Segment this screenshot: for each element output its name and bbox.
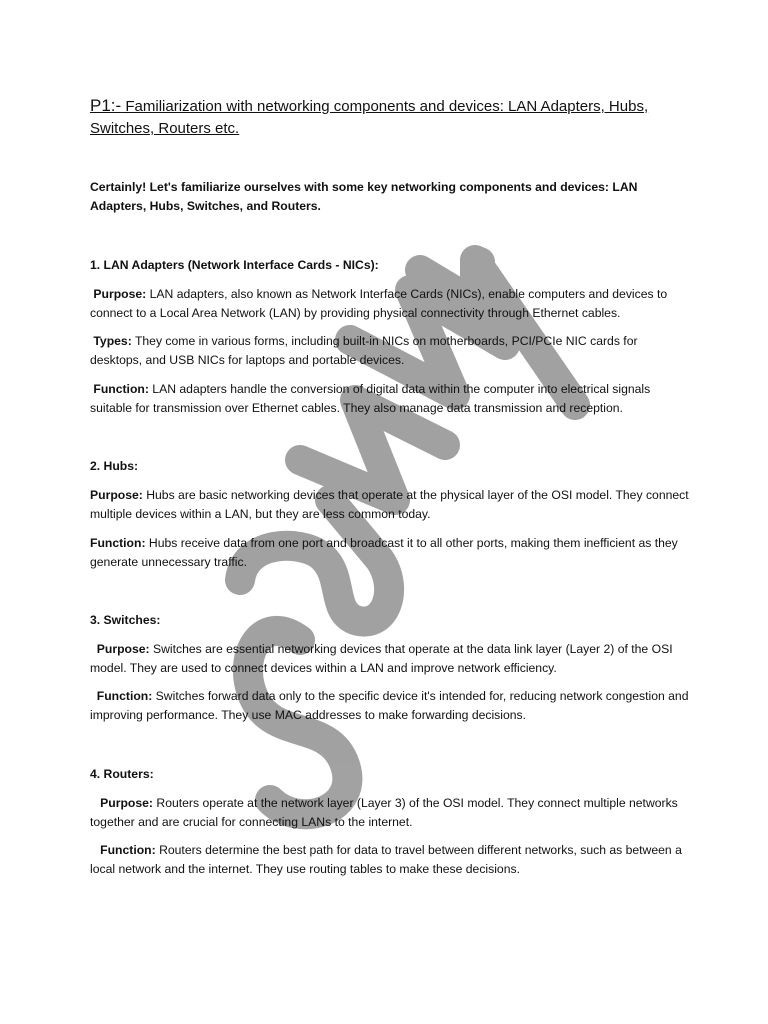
- switches-function-paragraph: [90, 687, 690, 725]
- section-heading-lan-adapters: 1. LAN Adapters (Network Interface Cards - NICs):: [90, 258, 379, 272]
- title-prefix: P1:-: [90, 96, 122, 115]
- switches-function-label: Function:: [96, 689, 153, 703]
- switches-function-text: Switches forward data only to the specific device it's intended for, reducing network congestion and improving performance. They use MAC addresses to make forwarding decisions.: [90, 689, 689, 722]
- routers-purpose-label: Purpose:: [100, 796, 153, 810]
- lan-types-label: Types:: [93, 334, 132, 348]
- routers-function-paragraph: [90, 841, 690, 879]
- switches-purpose-label: Purpose:: [96, 642, 150, 656]
- routers-purpose-paragraph: [90, 794, 690, 832]
- lan-purpose-paragraph: [90, 285, 690, 323]
- lan-function-label: Function:: [93, 382, 149, 396]
- hubs-purpose-paragraph: [90, 486, 690, 524]
- lan-function-text: LAN adapters handle the conversion of digital data within the computer into electrical signals suitable for transmission over Ethernet cables. They also manage data transmission and reception.: [90, 382, 651, 415]
- section-heading-switches: 3. Switches:: [90, 613, 161, 627]
- lan-purpose-text: LAN adapters, also known as Network Interface Cards (NICs), enable computers and devices to connect to a Local Area Network (LAN) by providing physical connectivity through Ethernet cables.: [90, 287, 668, 320]
- hubs-function-paragraph: [90, 534, 690, 572]
- section-heading-hubs: 2. Hubs:: [90, 459, 139, 473]
- hubs-function-label: Function:: [90, 536, 146, 550]
- lan-types-paragraph: [90, 332, 690, 370]
- hubs-purpose-label: Purpose:: [90, 488, 143, 502]
- switches-purpose-text: Switches are essential networking devices that operate at the data link layer (Layer 2) of the OSI model. They are used to connect devices within a LAN and improve network efficiency.: [90, 642, 673, 675]
- hubs-function-text: Hubs receive data from one port and broadcast it to all other ports, making them inefficient as they generate unnecessary traffic.: [90, 536, 678, 569]
- title-text: Familiarization with networking components and devices: LAN Adapters, Hubs, Switches, Routers etc.: [90, 98, 649, 137]
- lan-types-text: They come in various forms, including built-in NICs on motherboards, PCI/PCIe NIC cards for desktops, and USB NICs for laptops and portable devices.: [90, 334, 638, 367]
- lan-purpose-label: Purpose:: [93, 287, 147, 301]
- hubs-purpose-text: Hubs are basic networking devices that operate at the physical layer of the OSI model. They connect multiple devices within a LAN, but they are less common today.: [90, 488, 689, 521]
- lan-function-paragraph: [90, 380, 690, 418]
- intro-paragraph: Certainly! Let's familiarize ourselves with some key networking components and devices: LAN Adapters, Hubs, Switches, and Routers.: [90, 180, 638, 213]
- routers-function-text: Routers determine the best path for data to travel between different networks, such as between a local network and the internet. They use routing tables to make these decisions.: [90, 843, 682, 876]
- routers-function-label: Function:: [100, 843, 156, 857]
- section-heading-routers: 4. Routers:: [90, 767, 154, 781]
- page-title: [90, 95, 690, 140]
- routers-purpose-text: Routers operate at the network layer (Layer 3) of the OSI model. They connect multiple networks together and are crucial for connecting LANs to the internet.: [90, 796, 678, 829]
- switches-purpose-paragraph: [90, 640, 690, 678]
